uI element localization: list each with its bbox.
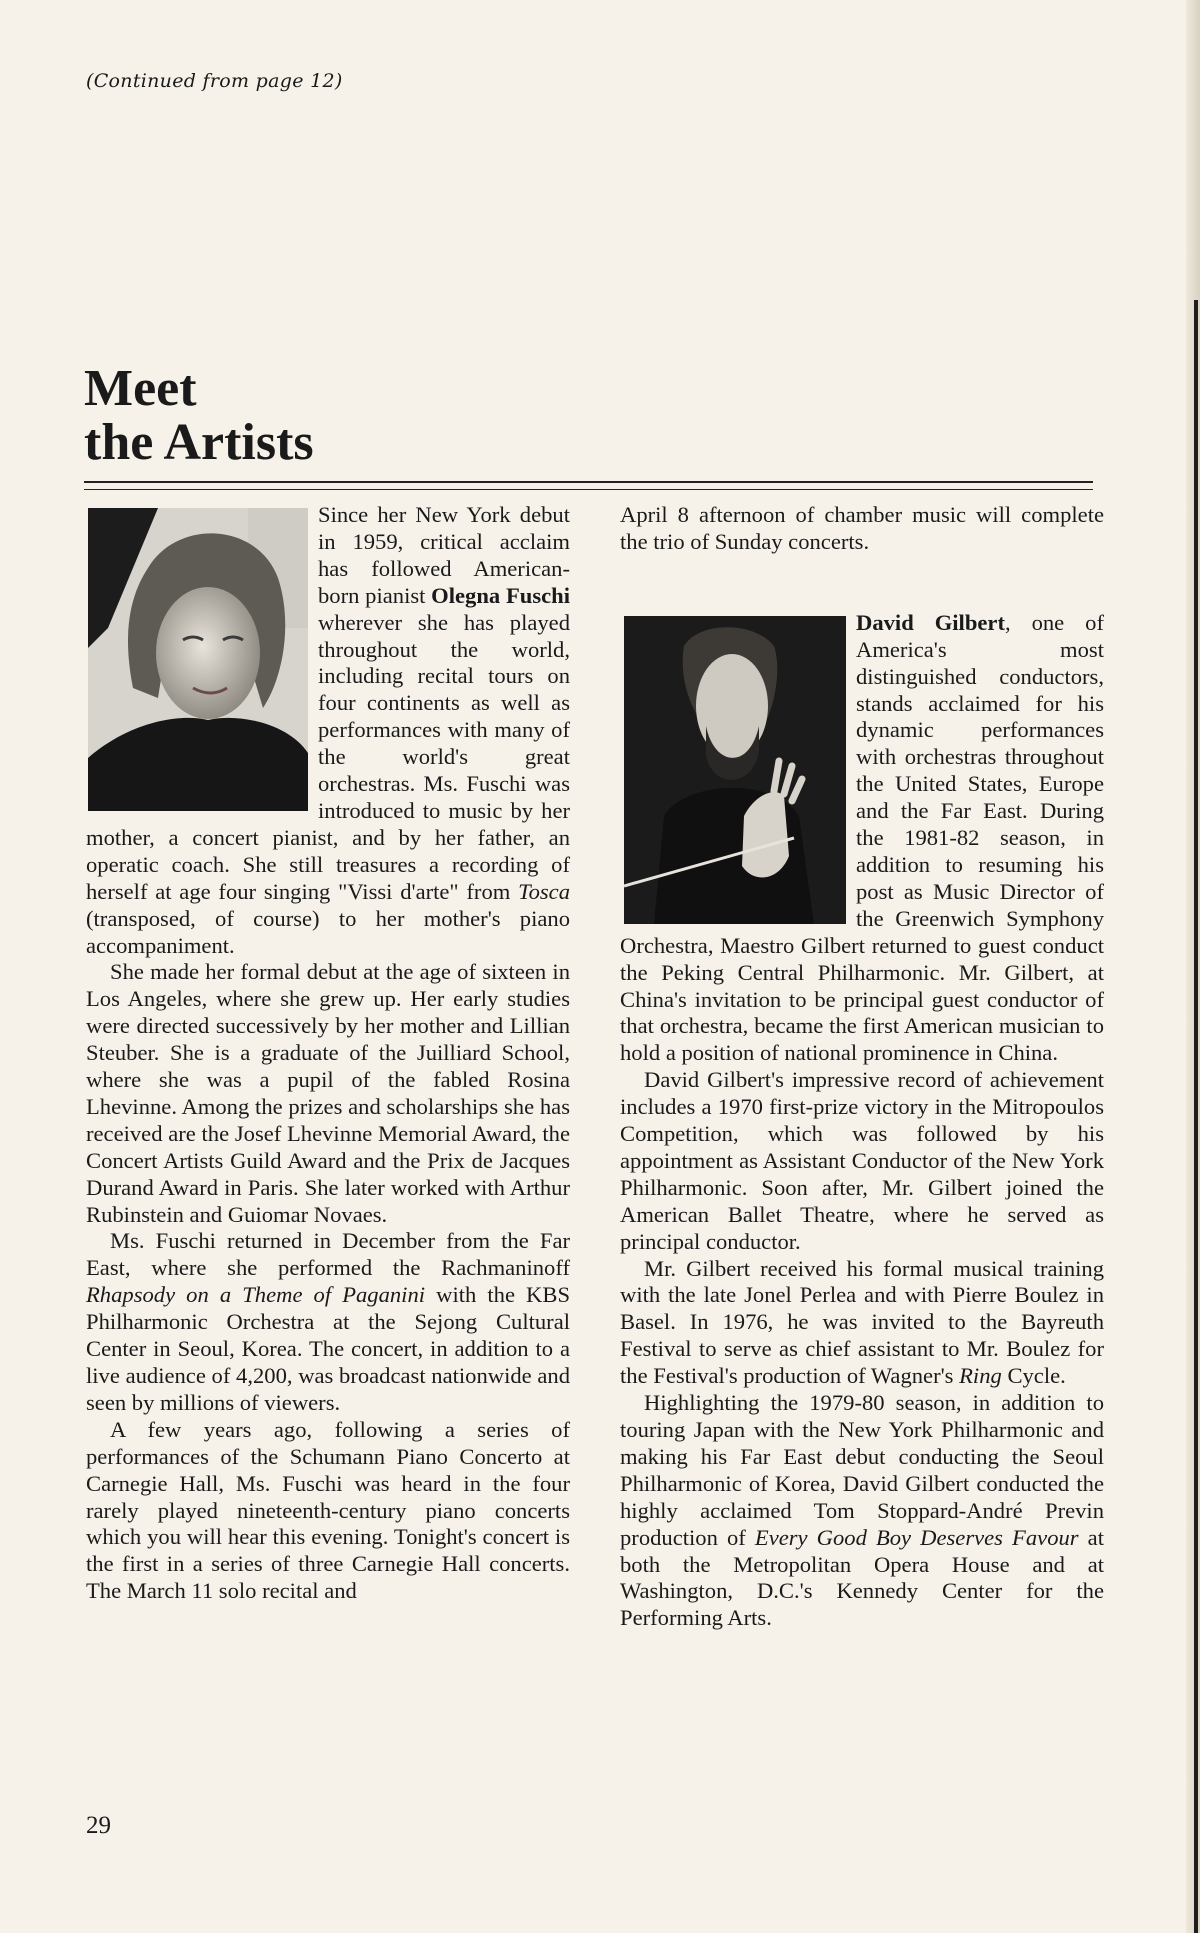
title-line-1: Meet [84,360,197,417]
fuschi-paragraph-4: A few years ago, following a series of performances of the Schumann Piano Concerto at Carnegie Hall, Ms. Fuschi was heard in the four rarely played nineteenth-century piano concerts which you will hear this evening. Tonight's concert is the first in a series of three Carnegie Hall concerts. The March 11 solo recital and [86,1416,570,1604]
david-gilbert-photo [624,616,846,924]
olegna-fuschi-name: Olegna Fuschi [431,582,570,608]
title-rule-top [84,481,1093,483]
david-gilbert-name: David Gilbert [856,609,1005,635]
olegna-fuschi-photo [88,508,308,811]
fuschi-paragraph-1: Since her New York debut in 1959, critical acclaim has followed American-born pianist Olegna Fuschi wherever she has played throughout the world, including recital tours on four continents as well as performances with many of the world's great orchestras. Ms. Fuschi was introduced to music by her mother, a concert pianist, and by her father, an operatic coach. She still treasures a recording of herself at age four singing "Vissi d'arte" from Tosca (transposed, of course) to her mother's piano accompaniment. [86,502,570,958]
column-spacer [620,556,1104,610]
fuschi-paragraph-3: Ms. Fuschi returned in December from the Far East, where she performed the Rachmaninoff Rhapsody on a Theme of Paganini with the KBS Philharmonic Orchestra at the Sejong Cultural Center in Seoul, Korea. The concert, in addition to a live audience of 4,200, was broadcast nationwide and seen by millions of viewers. [86,1228,571,1415]
gilbert-paragraph-3: Mr. Gilbert received his formal musical training with the late Jonel Perlea and with Pierre Boulez in Basel. In 1976, he was invited to the Bayreuth Festival to serve as chief assistant to Mr. Boulez for the Festival's production of Wagner's Ring Cycle. [620,1255,1104,1389]
gilbert-paragraph-2: David Gilbert's impressive record of achievement includes a 1970 first-prize victory in the Mitropoulos Competition, which was followed by his appointment as Assistant Conductor of the New York Philharmonic. Soon after, Mr. Gilbert joined the American Ballet Theatre, where he served as principal conductor. [620,1067,1104,1254]
fuschi-continued-paragraph: April 8 afternoon of chamber music will complete the trio of Sunday concerts. [620,502,1104,554]
gilbert-paragraph-1: David Gilbert, one of America's most distinguished conductors, stands acclaimed for his dynamic performances with orchestras throughout the United States, Europe and the Far East. During the 1981-82 season, in addition to resuming his post as Music Director of the Greenwich Symphony Orchestra, Maestro Gilbert returned to guest conduct the Peking Central Philharmonic. Mr. Gilbert, at China's invitation to be principal guest conductor of that orchestra, became the first American musician to hold a position of national prominence in China. [620,609,1104,1066]
page-gutter-line [1194,300,1198,1933]
title-rule-bottom [84,489,1093,490]
fuschi-paragraph-2: She made her formal debut at the age of sixteen in Los Angeles, where she grew up. Her early studies were directed successively by her mother and Lillian Steuber. She is a graduate of the Juilliard School, where she was a pupil of the fabled Rosina Lhevinne. Among the prizes and scholarships she has received are the Josef Lhevinne Memorial Award, the Concert Artists Guild Award and the Prix de Jacques Durand Award in Paris. She later worked with Arthur Rubinstein and Guiomar Novaes. [86,959,570,1227]
title-line-2: the Artists [84,414,314,471]
left-column [86,502,570,1605]
page-number: 29 [86,1812,111,1839]
page-title [84,362,314,470]
continued-note: (Continued from page 12) [86,70,343,92]
gilbert-paragraph-4: Highlighting the 1979-80 season, in addition to touring Japan with the New York Philharmonic and making his Far East debut conducting the Seoul Philharmonic of Korea, David Gilbert conducted the highly acclaimed Tom Stoppard-André Previn production of Every Good Boy Deserves Favour at both the Metropolitan Opera House and at Washington, D.C.'s Kennedy Center for the Performing Arts. [620,1390,1104,1631]
right-column [620,502,1104,1632]
